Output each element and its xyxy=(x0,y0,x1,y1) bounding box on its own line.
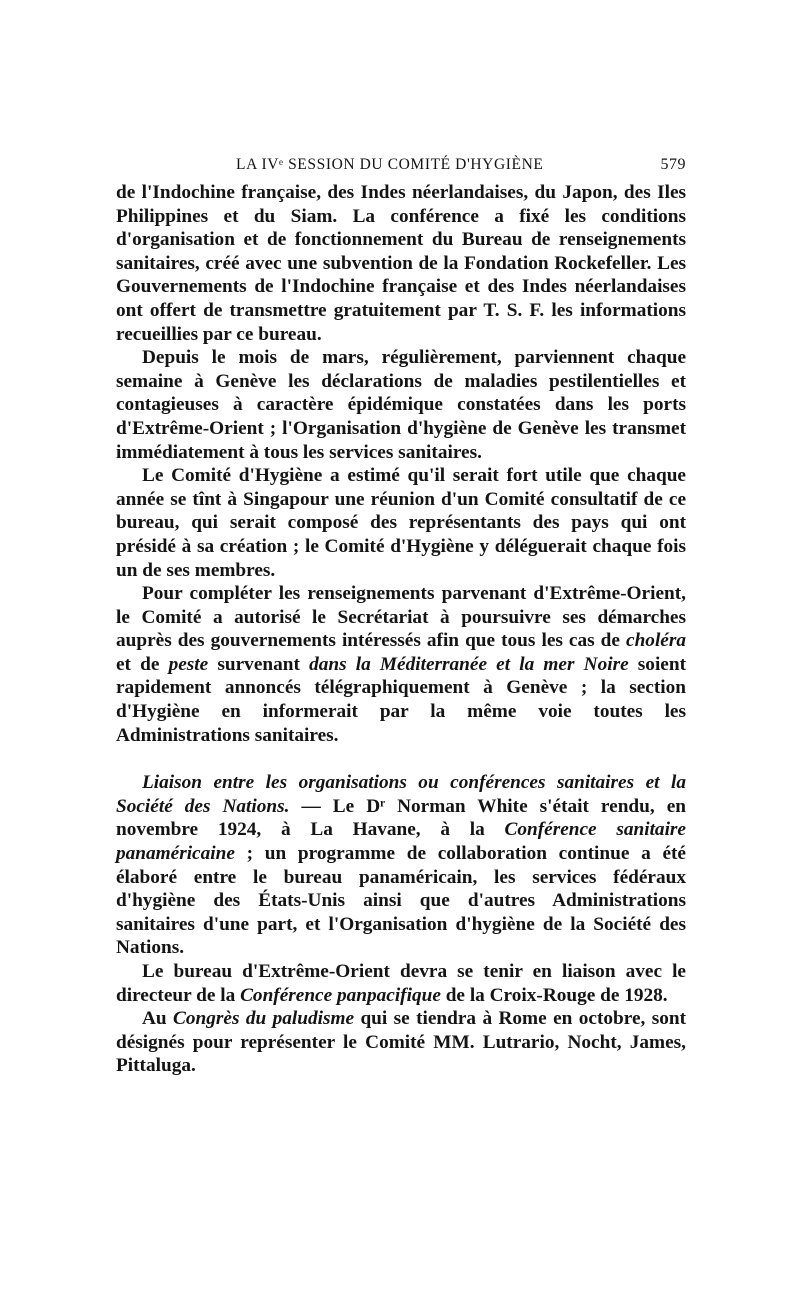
text-run: survenant xyxy=(208,653,310,675)
text-run: de la Croix-Rouge de 1928. xyxy=(440,984,668,1006)
paragraph-p3 xyxy=(116,464,686,582)
italic-text: peste xyxy=(168,653,209,675)
body-text xyxy=(116,181,686,1078)
text-run: ; un programme de collaboration continue a été élaboré entre le bureau panaméricain, les services fédéraux d'hygiène des États-Unis ainsi que d'autres Administrations sanitaires d'une part, et l'Organisation d'hygiène de la Société des Nations. xyxy=(116,843,686,959)
page-number: 579 xyxy=(660,156,686,173)
text-run: Depuis le mois de mars, régulièrement, parviennent chaque semaine à Genève les déclarations de maladies pestilentielles et contagieuses à caractère épidémique constatées dans les ports d'Extrême-Orient ; l'Organisation d'hygiène de Genève les transmet immédiatement à tous les services sanitaires. xyxy=(116,347,686,463)
paragraph-p7 xyxy=(116,1007,686,1078)
text-run: Pour compléter les renseignements parvenant d'Extrême-Orient, le Comité a autorisé le Secrétariat à poursuivre ses démarches auprès des gouvernements intéressés afin que tous les cas de xyxy=(116,583,686,652)
section-gap xyxy=(116,747,686,771)
text-run: et de xyxy=(116,653,169,675)
text-run: de l'Indochine française, des Indes néerlandaises, du Japon, des Iles Philippines et du Siam. La conférence a fixé les conditions d'organisation et de fonctionnement du Bureau de renseignements sanitaires, créé avec une subvention de la Fondation Rockefeller. Les Gouvernements de l'Indochine française et des Indes néerlandaises ont offert de transmettre gratuitement par T. S. F. les informations recueillies par ce bureau. xyxy=(116,182,686,345)
text-run: Au xyxy=(142,1008,174,1030)
text-run: soient rapidement annoncés télégraphiquement à Genève ; la section d'Hygiène en informerait par la même voie toutes les Administrations sanitaires. xyxy=(116,653,687,746)
paragraph-p1 xyxy=(116,181,686,346)
running-head xyxy=(116,150,686,180)
running-title: LA IVᵉ SESSION DU COMITÉ D'HYGIÈNE xyxy=(236,156,544,173)
text-run: Le Comité d'Hygiène a estimé qu'il serait fort utile que chaque année se tînt à Singapour une réunion d'un Comité consultatif de ce bureau, qui serait composé des représentants des pays qui ont présidé à sa création ; le Comité d'Hygiène y déléguerait chaque fois un de ses membres. xyxy=(116,465,686,581)
italic-text: Liaison entre les organisations ou conférences sanitaires et la Société des Nations. xyxy=(116,772,686,817)
italic-text: dans la Méditerranée et la mer Noire xyxy=(309,653,629,675)
text-run: Le bureau d'Extrême-Orient devra se tenir en liaison avec le directeur de la xyxy=(116,961,686,1006)
italic-text: Conférence sanitaire panaméricaine xyxy=(116,819,686,865)
italic-text: choléra xyxy=(626,630,686,652)
paragraph-p4 xyxy=(116,582,686,747)
italic-text: Congrès du paludisme xyxy=(173,1008,355,1030)
paragraph-p5 xyxy=(116,771,686,960)
paragraph-p6 xyxy=(116,960,686,1007)
text-run: — Le Dʳ Norman White s'était rendu, en novembre 1924, à La Havane, à la xyxy=(116,795,686,841)
paragraph-p2 xyxy=(116,346,686,464)
text-run: qui se tiendra à Rome en octobre, sont désignés pour représenter le Comité MM. Lutrario, Nocht, James, Pittaluga. xyxy=(116,1008,687,1077)
italic-text: Conférence panpacifique xyxy=(240,984,441,1006)
